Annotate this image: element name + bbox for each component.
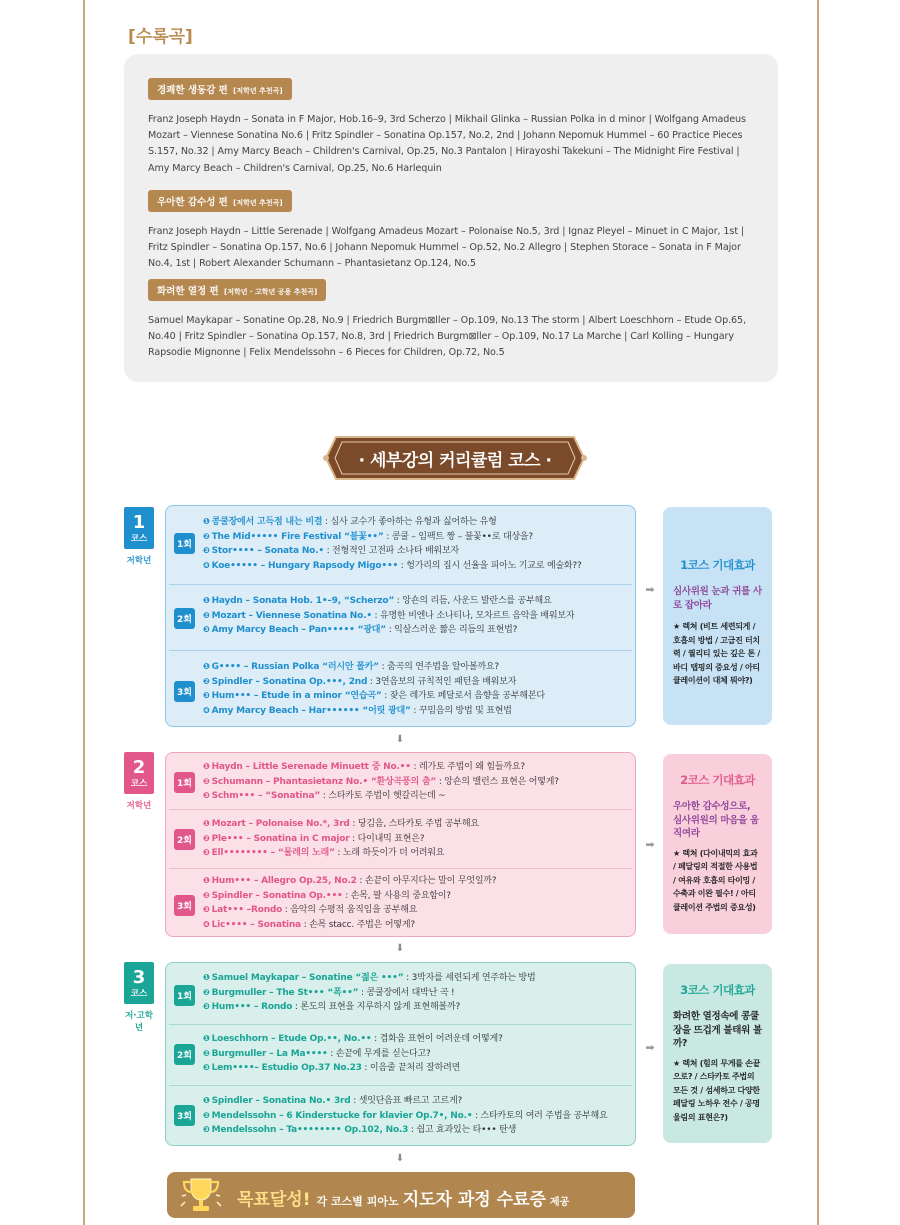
goal-text [237, 1172, 569, 1218]
list-item: ❸ Stor•••• – Sonata No.• : 전형적인 고전파 소나타 배워보자 [203, 546, 459, 557]
list-item: ❹ Amy Marcy Beach – Har•••••• “어릿 광대” : 꾸밈음의 방법 및 표현법 [203, 705, 512, 716]
session-badge: 2회 [174, 829, 195, 850]
course-3-tag [124, 962, 154, 1033]
goal-banner [167, 1172, 635, 1218]
list-item: ❸ Ell•••••••• – “물레의 노래” : 노래 하듯이가 더 어려워요 [203, 848, 445, 859]
course-1-tag [124, 507, 154, 566]
session-badge: 3회 [174, 681, 195, 702]
effect-title: 2코스 기대효과 [680, 773, 755, 787]
arrow-right-icon: ➡ [645, 583, 655, 596]
course-2-tag [124, 752, 154, 811]
list-item: ❷ Burgmuller – The St••• “폭••” : 콩쿨장에서 대박난 곡 ! [203, 987, 455, 998]
course-1-session-3 [166, 651, 635, 726]
course-number-badge: 1 코스 [124, 507, 154, 549]
list-item: ❷ Mozart – Viennese Sonatina No.• : 유명한 비엔나 소나티나, 모차르트 음악을 배워보자 [203, 610, 575, 621]
course-3-panel [165, 962, 636, 1146]
course-1-session-2 [166, 585, 635, 648]
list-item: ❸ Hum••• – Rondo : 론도의 표현을 지루하지 않게 표현해볼까? [203, 1002, 461, 1013]
session-item-list [203, 1094, 629, 1138]
list-item: ❶ Mozart – Polonaise No.*, 3rd : 당김음, 스타카토 주법 공부해요 [203, 819, 479, 829]
tracklist-group-1 [148, 78, 760, 177]
course-3-session-3 [166, 1086, 635, 1146]
list-item: ❶ G•••• – Russian Polka “러시안 폴카” : 춤곡의 연주법을 알아볼까요? [203, 662, 499, 672]
list-item: ❷ Mendelssohn – 6 Kinderstucke for klavier Op.7•, No.• : 스타카토의 여러 주법을 공부해요 [203, 1110, 608, 1121]
course-3-effect [663, 964, 772, 1143]
course-number-badge: 3 코스 [124, 962, 154, 1004]
session-item-list [203, 594, 629, 638]
list-item: ❸ Lem••••– Estudio Op.37 No.23 : 이음줄 끝처리 잘하려면 [203, 1063, 461, 1074]
effect-subtitle: 심사위원 눈과 귀를 사로 잡아라 [673, 586, 762, 611]
course-level: 저·고학년 [125, 1011, 153, 1033]
list-item: ❷ The Mid••••• Fire Festival “불꽃••” : 콩쿨 – 임팩트 짱 – 불꽃••로 대상을? [203, 531, 534, 542]
arrow-down-icon: ⬇ [395, 734, 405, 745]
session-badge: 3회 [174, 895, 195, 916]
tracklist-group-3 [148, 279, 760, 362]
session-item-list [203, 760, 629, 804]
goal-provide-text: 제공 [549, 1197, 570, 1208]
list-item: ❸ Amy Marcy Beach – Pan••••• “광대” : 익살스러운 짧은 리듬의 표현법? [203, 625, 518, 636]
effect-description: ★ 렉쳐 (비트 세련되게 / 호흡의 방법 / 고급진 터치력 / 퀄리티 있는 깊은 톤 / 바디 탭핑의 중요성 / 아티큘레이션이 대체 뭐야?) [673, 622, 761, 685]
course-1-session-1 [166, 506, 635, 582]
tracklist-box [124, 54, 778, 382]
arrow-down-icon: ⬇ [395, 1153, 405, 1164]
goal-course-text: 각 코스별 [316, 1195, 363, 1208]
course-number-badge: 2 코스 [124, 752, 154, 794]
list-item: ❶ Haydn – Sonata Hob. 1•–9, “Scherzo” : 앙숀의 리듬, 사운드 발란스를 공부해요 [203, 596, 552, 606]
left-border-line [83, 0, 85, 1225]
effect-description: ★ 렉쳐 (힘의 무게를 손끝으로? / 스타카토 주법의 모든 것 / 섬세하고 다양한 페달링 노하우 전수 / 공명 울림의 표현은?) [673, 1058, 761, 1122]
list-item: ❸ Hum••• – Etude in a minor “연습곡” : 잦은 레가토 페달로서 음향을 공부해본다 [203, 691, 545, 702]
session-item-list [203, 874, 629, 932]
group-track-list: Samuel Maykapar – Sonatine Op.28, No.9 | Friedrich Burgm⊠ller – Op.109, No.13 The storm | Albert Loeschhorn – Etude Op.65, No.40 | Fritz Spindler – Sonatina Op.157, No.8, 3rd | Friedrich Burgm⊠ller – Op.109, No.17 La Marche | Carl Kolling – Hungary Rapsodie Mignonne | Felix Mendelssohn – 6 Pieces for Children, Op.72, No.5 [148, 315, 747, 359]
course-1-effect [663, 507, 772, 725]
tracklist-title: [수록곡] [128, 27, 193, 47]
session-item-list [203, 817, 629, 861]
list-item: ❸ Lat••• –Rondo : 음악의 수평적 움직임을 공부해요 [203, 905, 418, 916]
session-item-list [203, 515, 629, 573]
effect-subtitle: 화려한 열정속에 콩쿨장을 뜨겁게 불태워 볼까? [673, 1011, 762, 1049]
list-item: ❸ Schm••• – “Sonatina” : 스타카토 주법이 헷갈리는데 ~ [203, 791, 446, 802]
list-item: ❹ Lic•••• – Sonatina : 손목 stacc. 주법은 어떻게? [203, 919, 415, 930]
session-badge: 1회 [174, 533, 195, 554]
list-item: ❷ Spindler – Sonatina Op.••• : 손목, 팔 사용의 중요함이? [203, 890, 451, 901]
effect-description: ★ 렉쳐 (다이내믹의 효과 / 페달링의 적절한 사용법 / 여유와 호흡의 타이밍 / 수축과 이완 필수! / 아티큘레이션 주법의 중요성) [673, 848, 758, 912]
list-item: ❷ Spindler – Sonatina Op.•••, 2nd : 3연음보의 규칙적인 패턴을 배워보자 [203, 676, 517, 687]
goal-highlight: 목표달성! [237, 1190, 311, 1210]
session-badge: 3회 [174, 1105, 195, 1126]
session-badge: 1회 [174, 772, 195, 793]
group-badge: 화려한 열정 편 [저학년 · 고학년 공용 추천곡] [148, 279, 326, 301]
list-item: ❶ 콩쿨장에서 고득점 내는 비결 : 심사 교수가 좋아하는 유형과 싫어하는 유형 [203, 517, 497, 527]
group-track-list: Franz Joseph Haydn – Sonata in F Major, Hob.16–9, 3rd Scherzo | Mikhail Glinka – Russian Polka in d minor | Wolfgang Amadeus Mozart – Viennese Sonatina No.6 | Fritz Spindler – Sonatina Op.157, No.2, 2nd | Johann Nepomuk Hummel – 60 Practice Pieces S.157, No.32 | Amy Marcy Beach – Children's Carnival, Op.25, No.3 Pantalon | Hirayoshi Takekuni – The Midnight Fire Festival | Amy Marcy Beach – Children's Carnival, Op.25, No.6 Harlequin [148, 114, 746, 174]
group-badge: 우아한 감수성 편 [저학년 추천곡] [148, 190, 292, 212]
list-item: ❷ Ple••• – Sonatina in C major : 다이내믹 표현은? [203, 833, 425, 844]
group-track-list: Franz Joseph Haydn – Little Serenade | Wolfgang Amadeus Mozart – Polonaise No.5, 3rd | Ignaz Pleyel – Minuet in C Major, 1st | Fritz Spindler – Sonatina Op.157, No.6 | Johann Nepomuk Hummel – Op.52, No.2 Allegro | Stephen Storace – Sonata in F Major No.4, 1st | Robert Alexander Schumann – Phantasietanz Op.124, No.5 [148, 226, 745, 270]
list-item: ❸ Mendelssohn – Ta•••••••• Op.102, No.3 : 쉽고 효과있는 타••• 탄생 [203, 1125, 517, 1136]
list-item: ❶ Spindler – Sonatina No.• 3rd : 셋잇단음표 빠르고 고르게? [203, 1096, 463, 1106]
banner-title: · 세부강의 커리큘럼 코스 · [358, 450, 552, 471]
right-border-line [817, 0, 819, 1225]
arrow-down-icon: ⬇ [395, 943, 405, 954]
group-badge: 경쾌한 생동감 편 [저학년 추천곡] [148, 78, 292, 100]
course-2-panel [165, 752, 636, 937]
session-badge: 2회 [174, 1044, 195, 1065]
list-item: ❷ Burgmuller – La Ma•••• : 손끝에 무게를 싣는다고? [203, 1048, 431, 1059]
course-3-session-2 [166, 1025, 635, 1085]
list-item: ❶ Hum••• – Allegro Op.25, No.2 : 손끝이 아무지다는 말이 무엇일까? [203, 876, 497, 886]
goal-certificate-text: 지도자 과정 수료증 [402, 1190, 546, 1210]
list-item: ❹ Koe••••• – Hungary Rapsody Migo••• : 헝가리의 집시 선율을 피아노 기교로 예술화?? [203, 560, 582, 571]
session-item-list [203, 660, 629, 718]
arrow-right-icon: ➡ [645, 838, 655, 851]
course-2-session-2 [166, 810, 635, 867]
course-2-session-1 [166, 753, 635, 808]
course-1-panel [165, 505, 636, 727]
session-item-list [203, 971, 629, 1015]
effect-title: 3코스 기대효과 [680, 983, 755, 997]
course-2-session-3 [166, 869, 635, 937]
session-item-list [203, 1032, 629, 1076]
effect-title: 1코스 기대효과 [680, 558, 755, 572]
course-2-effect [663, 754, 772, 934]
course-level: 저학년 [126, 801, 152, 811]
list-item: ❶ Haydn – Little Serenade Minuett 중 No.•• : 레가토 주법이 왜 힘들까요? [203, 762, 525, 772]
arrow-right-icon: ➡ [645, 1041, 655, 1054]
effect-subtitle: 우아한 감수성으로, 심사위원의 마음을 움직여라 [673, 801, 759, 839]
list-item: ❷ Schumann – Phantasietanz No.• “환상곡풍의 춤” : 앙숀의 밸런스 표현은 어떻게? [203, 776, 559, 787]
list-item: ❶ Loeschhorn – Etude Op.••, No.•• : 겹화음 표현이 어려운데 어떻게? [203, 1034, 503, 1044]
curriculum-banner [322, 433, 588, 483]
list-item: ❶ Samuel Maykapar – Sonatine “젊은 •••” : 3박자를 세련되게 연주하는 방법 [203, 973, 536, 983]
trophy-icon [179, 1176, 223, 1214]
course-level: 저학년 [126, 556, 152, 566]
session-badge: 1회 [174, 985, 195, 1006]
session-badge: 2회 [174, 608, 195, 629]
tracklist-group-2 [148, 190, 760, 273]
goal-piano-text: 피아노 [366, 1195, 399, 1208]
course-3-session-1 [166, 963, 635, 1023]
